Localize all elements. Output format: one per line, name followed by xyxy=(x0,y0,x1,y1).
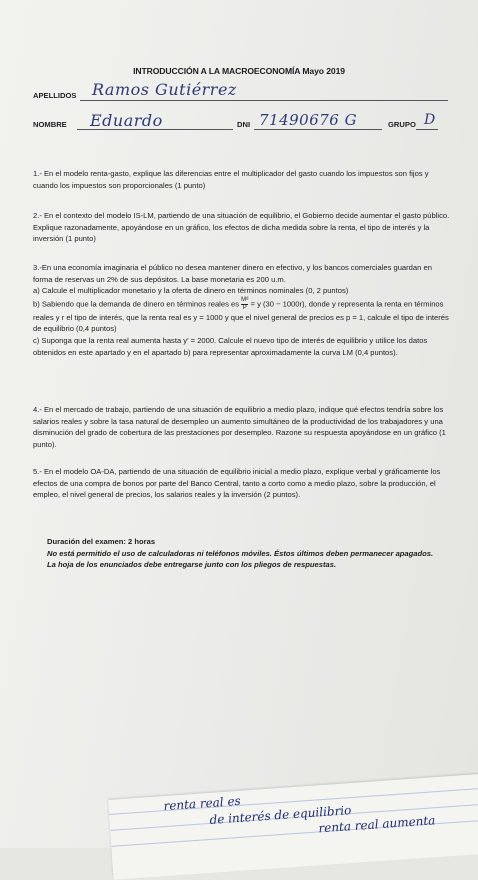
exam-duration: Duración del examen: 2 horas xyxy=(47,537,156,546)
nombre-handwritten: Eduardo xyxy=(90,111,163,130)
question-1: 1.- En el modelo renta-gasto, explique las diferencias entre el multiplicador del gasto cuando los impuestos son fijos y cuando los impuestos son proporcionales (1 punto) xyxy=(33,169,429,190)
dni-label: DNI xyxy=(237,120,251,129)
grupo-label: GRUPO xyxy=(388,120,416,129)
question-3 xyxy=(33,262,453,358)
question-3b-text-end: = y (30 − 1000r), donde y representa la renta en términos reales y r el tipo de interés, que la renta real es y = 1000 y que el nivel general de precios es p = 1, calcule el tipo de interés de equilibrio (0,4 puntos) xyxy=(33,299,449,334)
question-3c: c) Suponga que la renta real aumenta hasta y' = 2000. Calcule el nuevo tipo de interés de equilibrio y utilice los datos obtenidos en este apartado y en el apartado b) para representar aproximadamente la curva LM (0,4 puntos). xyxy=(33,335,428,357)
question-4: 4.- En el mercado de trabajo, partiendo de una situación de equilibrio a medio plazo, indique qué efectos tendría sobre los salarios reales y sobre la tasa natural de desempleo un aumento simultáneo de la productividad de los trabajadores y una disminución del grado de cobertura de las prestaciones por desempleo. Razone su respuesta apoyándose en un gráfico (1 punto). xyxy=(33,405,446,449)
question-3a: a) Calcule el multiplicador monetario y la oferta de dinero en términos nominales (0, 2 puntos) xyxy=(33,286,349,296)
apellidos-label: APELLIDOS xyxy=(33,91,77,100)
handin-instruction: La hoja de los enunciados debe entregarse junto con los pliegos de respuestas. xyxy=(47,560,337,570)
apellidos-line xyxy=(80,100,448,101)
answer-sheet-fragment xyxy=(108,771,478,880)
question-3b xyxy=(33,297,453,335)
dni-handwritten: 71490676 G xyxy=(259,111,358,129)
question-5: 5.- En el modelo OA-DA, partiendo de una situación de equilibrio inicial a medio plazo, explique verbal y gráficamente los efectos de una compra de bonos por parte del Banco Central, tanto a corto como a medio plazo, sobre la producción, el empleo, el nivel general de precios, los salarios reales y la inversión (2 puntos). xyxy=(33,467,441,500)
dni-line xyxy=(254,129,382,130)
grupo-line xyxy=(416,129,438,130)
handwritten-note-2: de interés de equilibrio xyxy=(209,803,352,827)
question-2: 2.- En el contexto del modelo IS-LM, partiendo de una situación de equilibrio, el Gobierno decide aumentar el gasto público. Explique razonadamente, apoyándose en un gráfico, los efectos de dicha medida sobre la renta, el tipo de interés y la inversión (1 punto) xyxy=(33,211,450,244)
handwritten-note-3: renta real aumenta xyxy=(318,813,436,836)
handwritten-note-1: renta real es xyxy=(163,793,242,814)
exam-title: INTRODUCCIÓN A LA MACROECONOMÍA Mayo 2019 xyxy=(133,66,345,76)
question-3b-text-start: b) Sabiendo que la demanda de dinero en términos reales es xyxy=(33,299,240,309)
money-demand-fraction xyxy=(241,297,248,312)
nombre-label: NOMBRE xyxy=(33,120,67,129)
fraction-denominator: P xyxy=(242,304,247,311)
question-3-intro: 3.-En una economía imaginaria el público no desea mantener dinero en efectivo, y los bancos comerciales guardan en forma de reservas un 2% de sus depósitos. La base monetaria es 200 u.m. xyxy=(33,263,432,284)
device-warning: No está permitido el uso de calculadoras ni teléfonos móviles. Éstos últimos deben permanecer apagados. xyxy=(47,548,434,558)
fraction-numerator: Mᵈ xyxy=(241,296,249,303)
apellidos-handwritten: Ramos Gutiérrez xyxy=(92,80,237,99)
exam-instructions xyxy=(47,536,457,571)
grupo-handwritten: D xyxy=(424,112,436,128)
